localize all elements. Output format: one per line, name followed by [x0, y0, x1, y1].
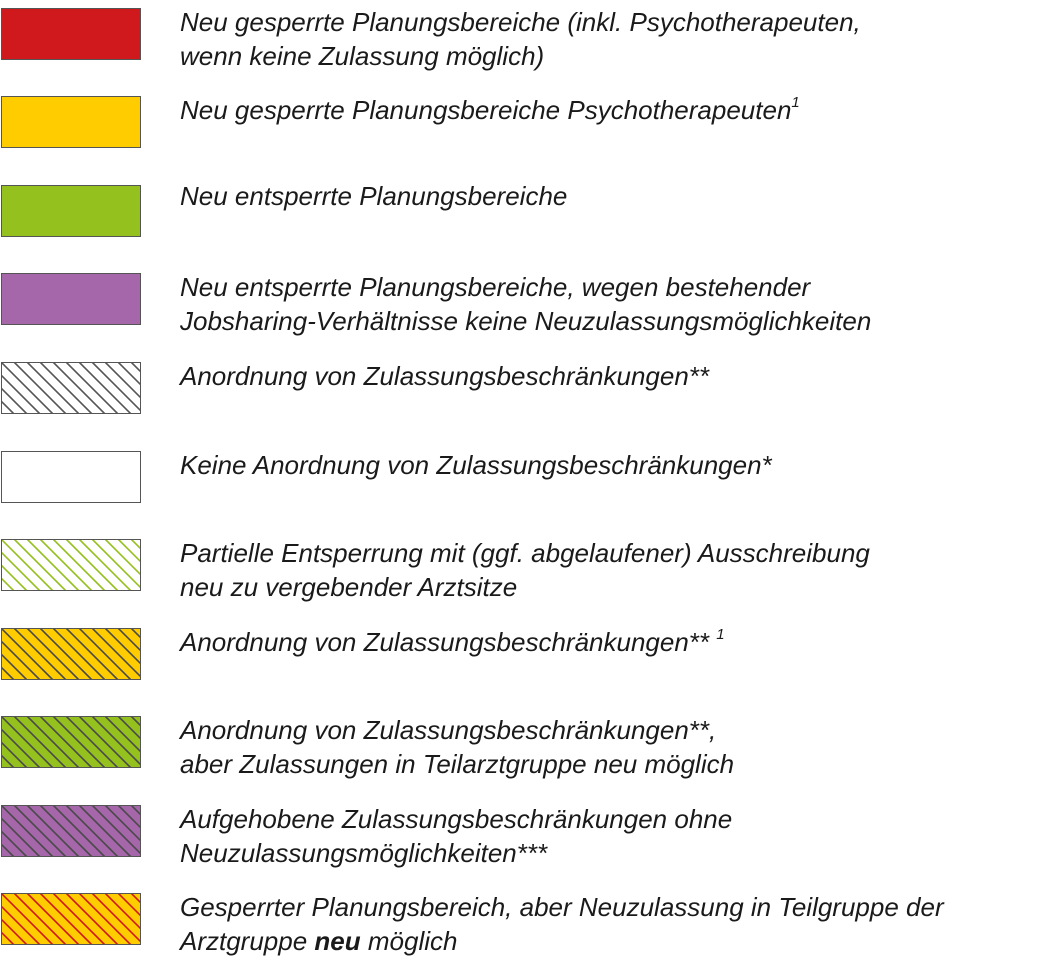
legend-label-line: aber Zulassungen in Teilarztgruppe neu möglich	[180, 749, 735, 779]
legend-swatch-purple-hatched	[1, 805, 141, 857]
footnote-marker: 1	[791, 94, 800, 112]
legend-label-line: neu zu vergebender Arztsitze	[180, 572, 518, 602]
legend-label-line: Aufgehobene Zulassungsbeschränkungen ohne	[180, 804, 733, 834]
legend-label-line: Partielle Entsperrung mit (ggf. abgelaufener) Ausschreibung	[180, 538, 870, 568]
legend-label-line: Anordnung von Zulassungsbeschränkungen**,	[180, 715, 717, 745]
legend-label-red	[180, 5, 1030, 73]
legend-label-line: Neu gesperrte Planungsbereiche Psychotherapeuten	[180, 95, 792, 125]
legend-swatch-gray-hatched	[1, 362, 141, 414]
legend-label-yellow	[180, 93, 1030, 127]
swatch-graphic	[1, 805, 141, 857]
legend-label-green-hatched	[180, 713, 1030, 781]
swatch-graphic	[1, 8, 141, 60]
legend-label-line: Anordnung von Zulassungsbeschränkungen**	[180, 627, 710, 657]
legend-label-line: Anordnung von Zulassungsbeschränkungen**	[180, 361, 710, 391]
swatch-graphic	[1, 716, 141, 768]
legend-label-line: wenn keine Zulassung möglich)	[180, 41, 545, 71]
footnote-marker: 1	[716, 626, 725, 644]
legend-label-line: Neu entsperrte Planungsbereiche	[180, 181, 568, 211]
legend-label-line: Jobsharing-Verhältnisse keine Neuzulassungsmöglichkeiten	[180, 306, 872, 336]
legend-swatch-yellow-hatched	[1, 628, 141, 680]
swatch-graphic	[1, 185, 141, 237]
legend-label-line: Neuzulassungsmöglichkeiten***	[180, 838, 548, 868]
legend-label-purple	[180, 270, 1030, 338]
swatch-fill	[1, 273, 141, 325]
legend-label-emphasis: neu	[314, 926, 361, 956]
swatch-fill	[1, 185, 141, 237]
swatch-graphic	[1, 539, 141, 591]
legend-label-lightgreen-hatched	[180, 536, 1030, 604]
legend-label-text: möglich	[360, 926, 458, 956]
swatch-fill	[1, 96, 141, 148]
legend-swatch-yellow	[1, 96, 141, 148]
legend-swatch-lightgreen-hatched	[1, 539, 141, 591]
swatch-graphic	[1, 96, 141, 148]
legend-label-line: Neu gesperrte Planungsbereiche (inkl. Psychotherapeuten,	[180, 7, 861, 37]
legend-swatch-green-hatched	[1, 716, 141, 768]
legend-label-line: Neu entsperrte Planungsbereiche, wegen bestehender	[180, 272, 811, 302]
swatch-graphic	[1, 362, 141, 414]
legend-label-purple-hatched	[180, 802, 1030, 870]
legend-swatch-red	[1, 8, 141, 60]
swatch-graphic	[1, 273, 141, 325]
swatch-graphic	[1, 893, 141, 945]
legend-swatch-white	[1, 451, 141, 503]
legend-label-yellow-red-hatched	[180, 890, 1030, 958]
legend-swatch-green	[1, 185, 141, 237]
legend-label-line: Gesperrter Planungsbereich, aber Neuzulassung in Teilgruppe der	[180, 892, 944, 922]
swatch-graphic	[1, 451, 141, 503]
legend-label-text: Arztgruppe	[180, 926, 315, 956]
swatch-fill	[1, 8, 141, 60]
legend-label-green	[180, 179, 1030, 213]
legend-label-yellow-hatched	[180, 625, 1030, 659]
legend-label-white	[180, 448, 1030, 482]
legend-label-line: Keine Anordnung von Zulassungsbeschränkungen*	[180, 450, 772, 480]
legend-swatch-purple	[1, 273, 141, 325]
swatch-fill	[1, 451, 141, 503]
swatch-graphic	[1, 628, 141, 680]
legend-swatch-yellow-red-hatched	[1, 893, 141, 945]
legend-label-gray-hatched	[180, 359, 1030, 393]
